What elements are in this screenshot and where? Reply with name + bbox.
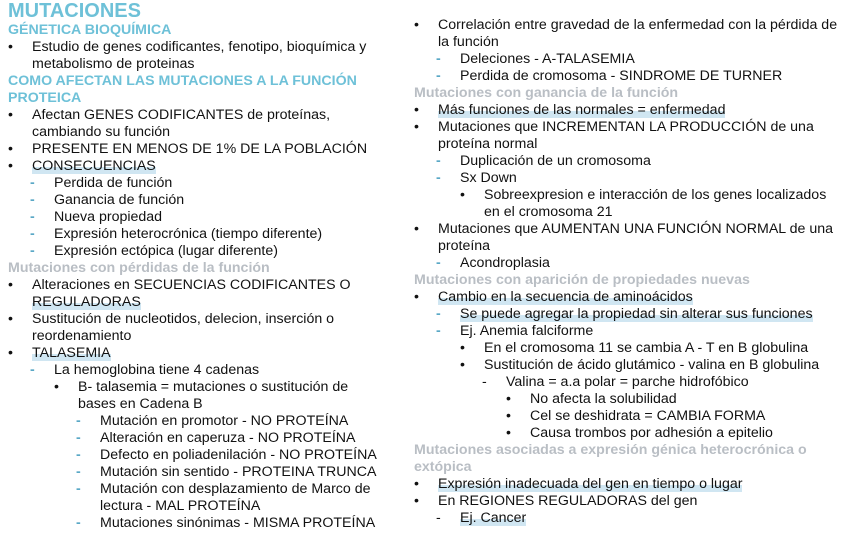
bullet-aumentan-cont: proteína xyxy=(438,238,491,254)
bullet-alteraciones: • Alteraciones en SECUENCIAS CODIFICANTES O xyxy=(8,277,351,293)
list-item: - Se puede agregar la propiedad sin alterar sus funciones xyxy=(436,306,813,322)
bullet-expresion: • Expresión inadecuada del gen en tiempo o lugar xyxy=(414,476,743,492)
asociadas-heading: Mutaciones asociadas a expresión génica heterocrónica o xyxy=(414,442,807,458)
list-item-cont: lectura - MAL PROTEÍNA xyxy=(100,498,261,514)
bullet-dot-icon: • xyxy=(414,119,419,135)
perdidas-heading: Mutaciones con pérdidas de la función xyxy=(8,260,270,276)
list-item-sobreexpresion: • Sobreexpresion e interacción de los genes localizados xyxy=(460,187,827,203)
bullet-dot-icon: • xyxy=(8,107,13,123)
list-item: • No afecta la solubilidad xyxy=(506,391,677,407)
list-item: - Mutación sin sentido - PROTEINA TRUNCA xyxy=(76,464,377,480)
bullet-estudio: • Estudio de genes codificantes, fenotipo, bioquímica y xyxy=(8,39,367,55)
list-item-b-talasemia-cont: bases en Cadena B xyxy=(78,396,203,412)
bullet-alteraciones-cont: REGULADORAS xyxy=(32,294,141,310)
bullet-mas-funciones: • Más funciones de las normales = enfermedad xyxy=(414,102,726,118)
list-item: - Perdida de función xyxy=(30,175,173,191)
dash-icon: - xyxy=(482,374,487,390)
bullet-incrementan: • Mutaciones que INCREMENTAN LA PRODUCCIÓN de una xyxy=(414,119,814,135)
bullet-dot-icon: • xyxy=(8,345,13,361)
list-item-sobreexpresion-cont: en el cromosoma 21 xyxy=(484,204,613,220)
bullet-correlacion: • Correlación entre gravedad de la enfermedad con la pérdida de xyxy=(414,17,838,33)
list-item: - Expresión heterocrónica (tiempo diferente) xyxy=(30,226,323,242)
list-item: - Defecto en poliadenilación - NO PROTEÍNA xyxy=(76,447,377,463)
bullet-correlacion-cont: la función xyxy=(438,34,499,50)
ganancia-heading: Mutaciones con ganancia de la función xyxy=(414,85,679,101)
bullet-dot-icon: • xyxy=(460,340,465,356)
bullet-dot-icon: • xyxy=(8,277,13,293)
dash-icon: - xyxy=(30,362,35,378)
dash-icon: - xyxy=(30,175,35,191)
dash-icon: - xyxy=(436,255,441,271)
dash-icon: - xyxy=(30,243,35,259)
list-item: - Mutación en promotor - NO PROTEÍNA xyxy=(76,413,349,429)
left-column xyxy=(8,0,408,532)
list-item: - Perdida de cromosoma - SINDROME DE TURNER xyxy=(436,68,783,84)
bullet-dot-icon: • xyxy=(8,311,13,327)
dash-icon: - xyxy=(436,51,441,67)
bullet-presente: • PRESENTE EN MENOS DE 1% DE LA POBLACIÓN xyxy=(8,141,368,157)
bullet-dot-icon: • xyxy=(414,102,419,118)
bullet-incrementan-cont: proteína normal xyxy=(438,136,538,152)
bullet-dot-icon: • xyxy=(506,391,511,407)
list-item: - Mutación con desplazamiento de Marco de xyxy=(76,481,371,497)
bullet-cambio: • Cambio en la secuencia de aminoácidos xyxy=(414,289,693,305)
list-item: - Acondroplasia xyxy=(436,255,550,271)
list-item-hemoglobina: - La hemoglobina tiene 4 cadenas xyxy=(30,362,260,378)
dash-icon: - xyxy=(436,306,441,322)
bullet-dot-icon: • xyxy=(414,493,419,509)
list-item: - Duplicación de un cromosoma xyxy=(436,153,651,169)
bullet-dot-icon: • xyxy=(460,187,465,203)
bullet-consecuencias: • CONSECUENCIAS xyxy=(8,158,156,174)
asociadas-heading-cont: extópica xyxy=(414,459,472,475)
dash-icon: - xyxy=(76,447,81,463)
dash-icon: - xyxy=(30,192,35,208)
list-item: • Cel se deshidrata = CAMBIA FORMA xyxy=(506,408,766,424)
page-title: MUTACIONES xyxy=(8,0,141,22)
dash-icon: - xyxy=(436,323,441,339)
dash-icon: - xyxy=(436,170,441,186)
list-item: - Ej. Anemia falciforme xyxy=(436,323,594,339)
bullet-aumentan: • Mutaciones que AUMENTAN UNA FUNCIÓN NORMAL de una xyxy=(414,221,834,237)
bullet-regiones: • En REGIONES REGULADORAS del gen xyxy=(414,493,698,509)
list-item: • En el cromosoma 11 se cambia A - T en B globulina xyxy=(460,340,809,356)
dash-icon: - xyxy=(436,510,441,526)
bullet-sustitucion-cont: reordenamiento xyxy=(32,328,132,344)
bullet-dot-icon: • xyxy=(414,17,419,33)
bullet-afectan: • Afectan GENES CODIFICANTES de proteínas, xyxy=(8,107,331,123)
como-afectan-heading-cont: PROTEICA xyxy=(8,90,82,106)
list-item: - Alteración en caperuza - NO PROTEÍNA xyxy=(76,430,356,446)
bullet-dot-icon: • xyxy=(414,221,419,237)
list-item: - Expresión ectópica (lugar diferente) xyxy=(30,243,278,259)
bullet-sustitucion: • Sustitución de nucleotidos, delecion, inserción o xyxy=(8,311,335,327)
bullet-afectan-cont: cambiando su función xyxy=(32,124,171,140)
list-item: • Causa trombos por adhesión a epitelio xyxy=(506,425,773,441)
dash-icon: - xyxy=(76,430,81,446)
aparicion-heading: Mutaciones con aparición de propiedades nuevas xyxy=(414,272,750,288)
bullet-estudio-cont: metabolismo de proteinas xyxy=(32,56,195,72)
bullet-dot-icon: • xyxy=(506,408,511,424)
bullet-dot-icon: • xyxy=(8,39,13,55)
dash-icon: - xyxy=(76,464,81,480)
como-afectan-heading: COMO AFECTAN LAS MUTACIONES A LA FUNCIÓN xyxy=(8,73,357,89)
list-item-b-talasemia: • B- talasemia = mutaciones o sustitución de xyxy=(54,379,349,395)
dash-icon: - xyxy=(76,515,81,531)
genetica-heading: GÉNETICA BIOQUÍMICA xyxy=(8,22,172,38)
bullet-dot-icon: • xyxy=(8,158,13,174)
dash-icon: - xyxy=(30,226,35,242)
list-item: • Sustitución de ácido glutámico - valina en B globulina xyxy=(460,357,820,373)
bullet-talasemia: • TALASEMIA xyxy=(8,345,111,361)
list-item: - Nueva propiedad xyxy=(30,209,163,225)
list-item: - Deleciones - A-TALASEMIA xyxy=(436,51,635,67)
bullet-dot-icon: • xyxy=(54,379,59,395)
dash-icon: - xyxy=(436,68,441,84)
dash-icon: - xyxy=(436,153,441,169)
bullet-dot-icon: • xyxy=(8,141,13,157)
dash-icon: - xyxy=(76,413,81,429)
right-column xyxy=(414,17,844,527)
dash-icon: - xyxy=(76,481,81,497)
bullet-dot-icon: • xyxy=(414,289,419,305)
list-item: - Mutaciones sinónimas - MISMA PROTEÍNA xyxy=(76,515,376,531)
bullet-dot-icon: • xyxy=(506,425,511,441)
dash-icon: - xyxy=(30,209,35,225)
bullet-dot-icon: • xyxy=(414,476,419,492)
list-item-valina: - Valina = a.a polar = parche hidrofóbico xyxy=(482,374,749,390)
list-item: - Sx Down xyxy=(436,170,517,186)
list-item-cancer: - Ej. Cancer xyxy=(436,510,527,526)
list-item: - Ganancia de función xyxy=(30,192,185,208)
bullet-dot-icon: • xyxy=(460,357,465,373)
